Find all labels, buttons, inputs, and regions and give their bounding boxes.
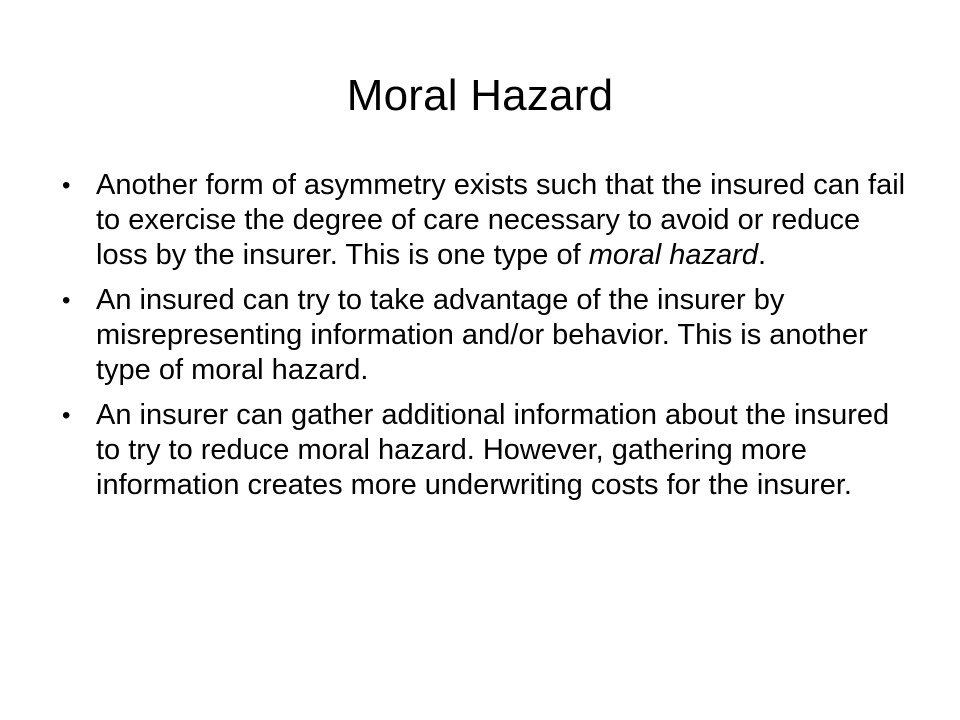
bullet-text-part: . bbox=[757, 239, 767, 271]
bullet-marker: • bbox=[62, 172, 71, 199]
emphasized-term: moral hazard bbox=[588, 239, 758, 271]
slide-title: Moral Hazard bbox=[346, 71, 614, 120]
bullet-item bbox=[58, 398, 908, 503]
bullet-marker: • bbox=[62, 287, 71, 314]
bullet-list bbox=[58, 168, 908, 513]
bullet-text bbox=[96, 168, 908, 273]
bullet-item bbox=[58, 168, 908, 273]
bullet-item bbox=[58, 283, 908, 388]
bullet-marker: • bbox=[62, 402, 71, 429]
bullet-text: An insurer can gather additional information about the insured to try to reduce moral hazard. However, gathering more information creates more underwriting costs for the insurer. bbox=[96, 399, 890, 501]
bullet-text-part: Another form of asymmetry exists such that the insured can fail to exercise the degree of care necessary to avoid or reduce loss by the insurer. This is one type of bbox=[96, 169, 906, 271]
bullet-text: An insured can try to take advantage of the insurer by misrepresenting information and/or behavior. This is another type of moral hazard. bbox=[96, 284, 868, 386]
